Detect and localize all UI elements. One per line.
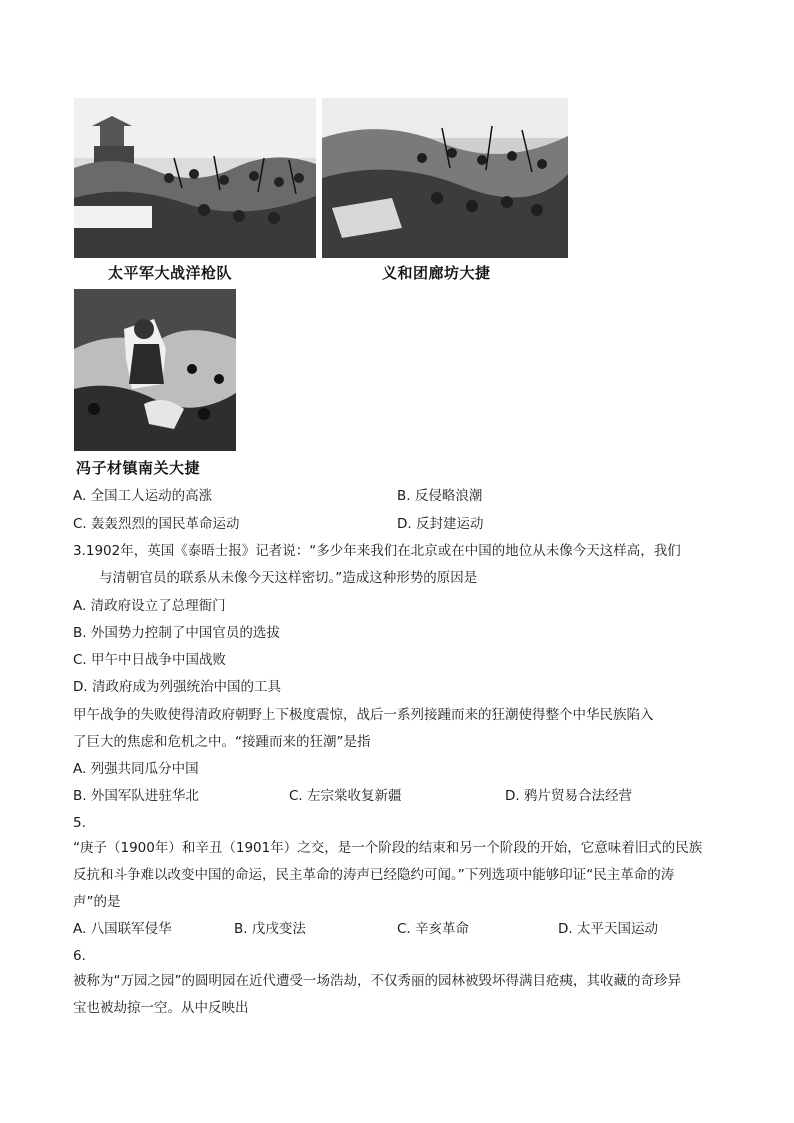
q6-number: 6. [73, 948, 86, 964]
q5-stem-line2: 反抗和斗争难以改变中国的命运，民主革命的涛声已经隐约可闻。”下列选项中能够印证“民主革命的涛 [73, 867, 675, 883]
q3-option-d: D. 清政府成为列强统治中国的工具 [73, 679, 281, 695]
q4-option-b: B. 外国军队进驻华北 [73, 788, 199, 804]
q2-option-c: C. 轰轰烈烈的国民革命运动 [73, 516, 240, 532]
q4-stem-line1: 甲午战争的失败使得清政府朝野上下极度震惊，战后一系列接踵而来的狂潮使得整个中华民族陷入 [73, 707, 654, 723]
q2-option-b: B. 反侵略浪潮 [397, 488, 483, 504]
q4-stem-line2: 了巨大的焦虑和危机之中。“接踵而来的狂潮”是指 [73, 734, 371, 750]
q5-option-d: D. 太平天国运动 [558, 921, 658, 937]
q5-stem-line3: 声”的是 [73, 894, 121, 910]
battle-illustration-image [74, 98, 316, 258]
q4-option-a: A. 列强共同瓜分中国 [73, 761, 199, 777]
q5-option-a: A. 八国联军侵华 [73, 921, 172, 937]
figure-taiping-battle [74, 98, 316, 288]
q3-option-c: C. 甲午中日战争中国战败 [73, 652, 227, 668]
figure-caption: 太平军大战洋枪队 [108, 264, 233, 282]
q3-option-b: B. 外国势力控制了中国官员的选拔 [73, 625, 280, 641]
q6-stem-line1: 被称为“万园之园”的圆明园在近代遭受一场浩劫，不仅秀丽的园林被毁坏得满目疮痍，其收藏的奇珍异 [73, 973, 681, 989]
q3-option-a: A. 清政府设立了总理衙门 [73, 598, 226, 614]
q3-stem-line1: 3.1902年，英国《泰晤士报》记者说：“多少年来我们在北京或在中国的地位从未像今天这样高，我们 [73, 543, 681, 559]
q2-option-d: D. 反封建运动 [397, 516, 484, 532]
q6-stem-line2: 宝也被劫掠一空。从中反映出 [73, 1000, 249, 1016]
figure-zhennanguan-victory [74, 289, 238, 481]
figure-boxer-victory [322, 98, 568, 288]
q5-option-c: C. 辛亥革命 [397, 921, 470, 937]
q5-stem-line1: “庚子（1900年）和辛丑（1901年）之交，是一个阶段的结束和另一个阶段的开始，它意味着旧式的民族 [73, 840, 703, 856]
q4-option-c: C. 左宗棠收复新疆 [289, 788, 402, 804]
q4-option-d: D. 鸦片贸易合法经营 [505, 788, 632, 804]
battle-illustration-image [322, 98, 568, 258]
figure-caption: 义和团廊坊大捷 [382, 264, 491, 282]
figure-caption: 冯子材镇南关大捷 [76, 459, 201, 477]
q3-stem-line2: 与清朝官员的联系从未像今天这样密切。”造成这种形势的原因是 [99, 570, 478, 586]
battle-illustration-image [74, 289, 236, 451]
q2-option-a: A. 全国工人运动的高涨 [73, 488, 213, 504]
q5-number: 5. [73, 815, 86, 831]
q5-option-b: B. 戊戌变法 [234, 921, 306, 937]
